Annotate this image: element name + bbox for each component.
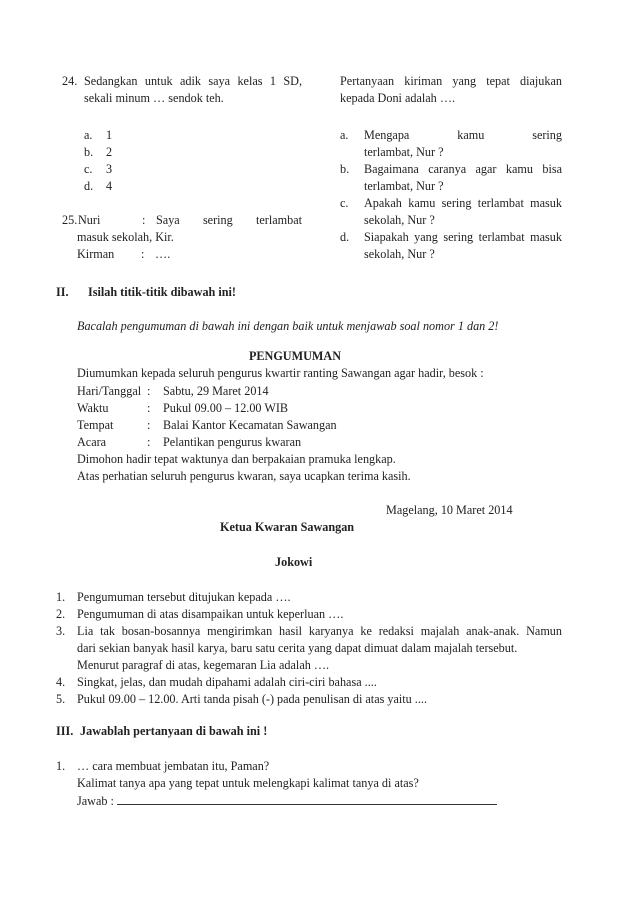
announcement-place-date: Magelang, 10 Maret 2014 (386, 503, 513, 517)
q25-separator: : (142, 213, 146, 227)
right-option-line2: sekolah, Nur ? (364, 213, 435, 227)
question-line: Pukul 09.00 – 12.00. Arti tanda pisah (-) pada penulisan di atas yaitu .... (77, 692, 427, 706)
detail-sep: : (147, 418, 151, 432)
detail-value: Balai Kantor Kecamatan Sawangan (163, 418, 337, 432)
right-option-key: c. (340, 196, 349, 210)
section2-roman: II. (56, 285, 69, 299)
question-item (56, 674, 562, 691)
question-line: Pengumuman tersebut ditujukan kepada …. (77, 590, 291, 604)
detail-label: Acara (77, 435, 107, 449)
announcement-signer-name: Jokowi (275, 555, 313, 569)
question-line: Menurut paragraf di atas, kegemaran Lia adalah …. (77, 658, 330, 672)
q25-speaker-nuri: Nuri (78, 213, 101, 227)
question-item (56, 606, 562, 623)
q24-option-key: d. (84, 179, 94, 193)
right-intro1: Pertanyaan kiriman yang tepat diajukan (340, 74, 562, 88)
q25-line1-text: Saya sering terlambat (156, 213, 302, 227)
q24-options (84, 127, 112, 195)
q24-option-key: a. (84, 128, 93, 142)
question-line: Singkat, jelas, dan mudah dipahami adalah ciri-ciri bahasa .... (77, 675, 377, 689)
right-intro2: kepada Doni adalah …. (340, 91, 456, 105)
question-line: Lia tak bosan-bosannya mengirimkan hasil karyanya ke redaksi majalah anak-anak. Namun (77, 624, 562, 638)
detail-label: Tempat (77, 418, 114, 432)
q24-number: 24. (62, 74, 78, 88)
detail-label: Hari/Tanggal (77, 384, 142, 398)
detail-sep: : (147, 384, 151, 398)
q24-option-key: c. (84, 162, 93, 176)
q25-line3-text: …. (155, 247, 171, 261)
detail-sep: : (147, 401, 151, 415)
announcement-line-a: Dimohon hadir tepat waktunya dan berpakaian pramuka lengkap. (77, 452, 396, 466)
announcement-line-b: Atas perhatian seluruh pengurus kwaran, saya ucapkan terima kasih. (77, 469, 411, 483)
answer-label: Jawab : (77, 794, 114, 808)
q25-speaker-kirman: Kirman (77, 247, 115, 261)
q24-option-text: 1 (106, 128, 113, 142)
detail-label: Waktu (77, 401, 109, 415)
q24-line1: Sedangkan untuk adik saya kelas 1 SD, (84, 74, 302, 88)
question-line: dari sekian banyak hasil karya, baru satu cerita yang dapat dimuat dalam majalah tersebut. (77, 641, 518, 655)
q24-option-text: 2 (106, 145, 113, 159)
section3-q1-line2: Kalimat tanya apa yang tepat untuk melengkapi kalimat tanya di atas? (77, 776, 419, 790)
detail-value: Pukul 09.00 – 12.00 WIB (163, 401, 289, 415)
question-number: 1. (56, 590, 66, 604)
right-option-key: d. (340, 230, 350, 244)
question-number: 4. (56, 675, 66, 689)
section3-title: Jawablah pertanyaan di bawah ini ! (80, 724, 268, 738)
right-option-line2: sekolah, Nur ? (364, 247, 435, 261)
right-option-key: b. (340, 162, 350, 176)
announcement-intro: Diumumkan kepada seluruh pengurus kwartir ranting Sawangan agar hadir, besok : (77, 366, 484, 380)
section2-questions (56, 589, 562, 708)
announcement-details (77, 383, 337, 451)
detail-value: Pelantikan pengurus kwaran (163, 435, 302, 449)
q24-text (84, 73, 302, 107)
right-option-line1: Mengapa kamu sering (364, 128, 562, 142)
section2-title: Isilah titik-titik dibawah ini! (88, 285, 236, 299)
announcement-heading: PENGUMUMAN (248, 349, 342, 363)
answer-blank-line[interactable] (117, 792, 497, 805)
right-option-line2: terlambat, Nur ? (364, 145, 444, 159)
q25-separator: : (141, 247, 145, 261)
question-item (56, 623, 562, 674)
right-option-line1: Apakah kamu sering terlambat masuk (364, 196, 562, 210)
q24-option-key: b. (84, 145, 94, 159)
q24-option-text: 3 (106, 162, 113, 176)
section2-instruction: Bacalah pengumuman di bawah ini dengan baik untuk menjawab soal nomor 1 dan 2! (77, 319, 499, 333)
right-option-line1: Siapakah yang sering terlambat masuk (364, 230, 562, 244)
question-number: 2. (56, 607, 66, 621)
section3-q1 (77, 758, 497, 810)
section3-q1-line1: … cara membuat jembatan itu, Paman? (77, 759, 270, 773)
right-options (340, 127, 562, 263)
question-number: 3. (56, 624, 66, 638)
detail-value: Sabtu, 29 Maret 2014 (163, 384, 269, 398)
q25-number: 25. (62, 213, 78, 227)
question-number: 5. (56, 692, 66, 706)
right-column (340, 73, 562, 107)
right-option-key: a. (340, 128, 349, 142)
question-line: Pengumuman di atas disampaikan untuk keperluan …. (77, 607, 344, 621)
right-option-line1: Bagaimana caranya agar kamu bisa (364, 162, 562, 176)
right-option-line2: terlambat, Nur ? (364, 179, 444, 193)
q24-line2: sekali minum … sendok teh. (84, 91, 224, 105)
question-item (56, 589, 562, 606)
section3-q1-number: 1. (56, 759, 66, 773)
announcement-signer-title: Ketua Kwaran Sawangan (220, 520, 355, 534)
section3-roman: III. (56, 724, 74, 738)
q24-option-text: 4 (106, 179, 113, 193)
detail-sep: : (147, 435, 151, 449)
q25-line2: masuk sekolah, Kir. (77, 230, 174, 244)
q25 (62, 212, 302, 263)
question-item (56, 691, 562, 708)
